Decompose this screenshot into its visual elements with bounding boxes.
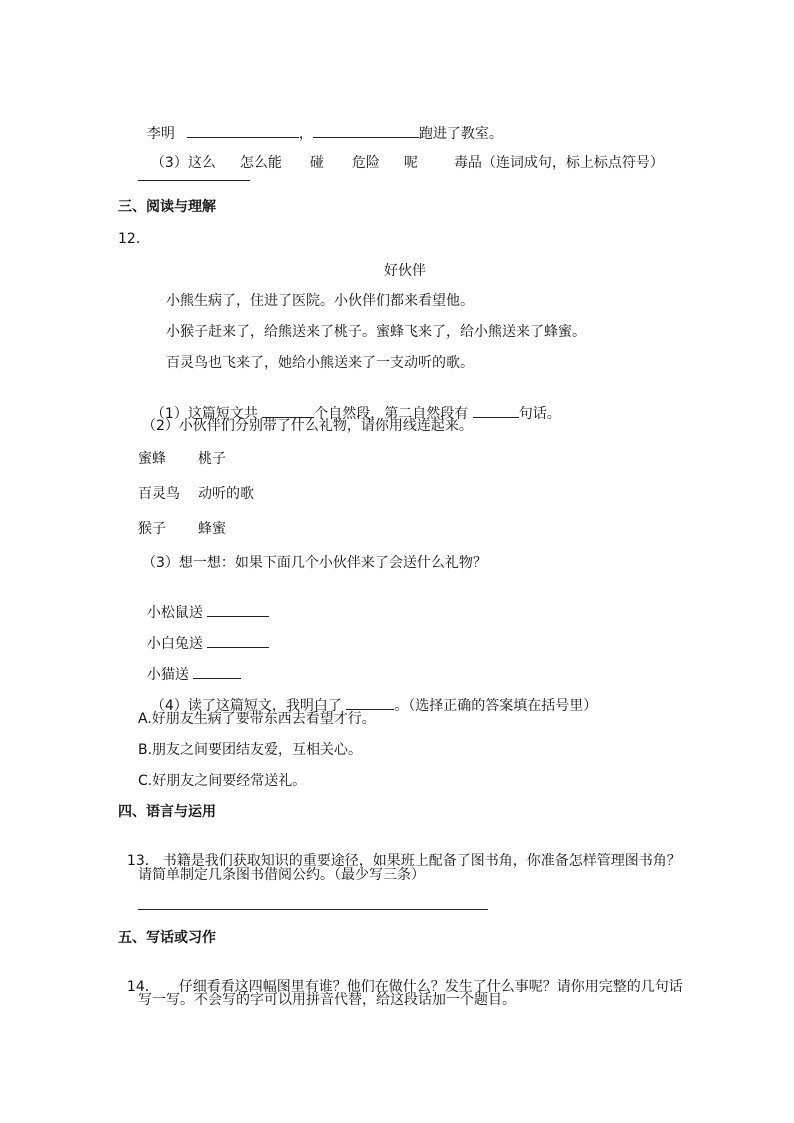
- question-14-line-1: 14． 仔细看看这四幅图里有谁？他们在做什么？发生了什么事呢？请你用完整的几句话: [126, 979, 683, 995]
- sub-question-2: （2）小伙伴们分别带了什么礼物，请你用线连起来。: [142, 418, 473, 434]
- sub-question-1: （1）这篇短文共 个自然段，第二自然段有 句话。: [150, 406, 561, 422]
- match-right-3[interactable]: 蜂蜜: [198, 521, 226, 537]
- sentence-subject: 李明: [146, 126, 175, 142]
- match-right-1[interactable]: 桃子: [198, 451, 226, 467]
- answer-blank-sentences[interactable]: [473, 404, 519, 418]
- passage-paragraph-3: 百灵鸟也飞来了，她给小熊送来了一支动听的歌。: [166, 355, 474, 371]
- section-3-title: 三、阅读与理解: [118, 199, 216, 215]
- sub-number: （3）: [150, 155, 188, 171]
- instruction: （连词成句，标上标点符号）: [481, 155, 664, 171]
- answer-line-q13[interactable]: [138, 909, 488, 910]
- sub-question-3: （3）想一想：如果下面几个小伙伴来了会送什么礼物？: [142, 555, 487, 571]
- gift-line-3: 小猫送: [138, 647, 241, 684]
- answer-blank-paragraphs[interactable]: [262, 404, 314, 418]
- word-2: 怎么能: [239, 155, 282, 171]
- question-14-line-2: 写一写。不会写的字可以用拼音代替，给这段话加一个题目。: [138, 992, 516, 1008]
- match-left-3[interactable]: 猴子: [138, 521, 166, 537]
- answer-blank-rabbit[interactable]: [207, 634, 269, 648]
- word-3: 碰: [309, 155, 324, 171]
- sub-question-4: （4）读了这篇短文，我明白了 。（选择正确的答案填在括号里）: [150, 698, 598, 714]
- passage-paragraph-1: 小熊生病了，住进了医院。小伙伴们都来看望他。: [166, 293, 474, 309]
- passage-title: 好伙伴: [384, 263, 426, 279]
- answer-blank-choice[interactable]: [346, 696, 394, 710]
- word-5: 呢: [403, 155, 418, 171]
- question-13-line-2: 请简单制定几条图书借阅公约。（最少写三条）: [138, 867, 425, 883]
- option-a: A.好朋友生病了要带东西去看望才行。: [138, 711, 376, 727]
- match-left-1[interactable]: 蜜蜂: [138, 451, 166, 467]
- word-4: 危险: [351, 155, 380, 171]
- passage-paragraph-2: 小猴子赶来了，给熊送来了桃子。蜜蜂飞来了，给小熊送来了蜂蜜。: [166, 324, 586, 340]
- answer-blank-squirrel[interactable]: [207, 603, 269, 617]
- match-right-2[interactable]: 动听的歌: [198, 486, 254, 502]
- answer-blank-cat[interactable]: [193, 665, 241, 679]
- answer-line-q11[interactable]: [138, 180, 250, 181]
- word-1: 这么: [187, 155, 216, 171]
- gift-line-1: 小松鼠送: [138, 585, 269, 622]
- option-b: B.朋友之间要团结友爱，互相关心。: [138, 742, 363, 758]
- question-14-number: 14．: [126, 979, 159, 995]
- sentence-separator: ，: [298, 126, 313, 142]
- question-12-number: 12．: [118, 231, 150, 247]
- word-6: 毒品: [453, 155, 482, 171]
- section-5-title: 五、写话或习作: [118, 930, 216, 946]
- sentence-ending: 跑进了教室。: [418, 126, 503, 142]
- match-left-2[interactable]: 百灵鸟: [138, 486, 180, 502]
- option-c: C.好朋友之间要经常送礼。: [138, 773, 307, 789]
- question-13-line-1: 13． 书籍是我们获取知识的重要途径，如果班上配备了图书角，你准备怎样管理图书角？: [126, 853, 681, 869]
- question-13-number: 13．: [126, 853, 159, 869]
- gift-line-2: 小白兔送: [138, 616, 269, 653]
- section-4-title: 四、语言与运用: [118, 804, 216, 820]
- question-11-3: [142, 136, 664, 172]
